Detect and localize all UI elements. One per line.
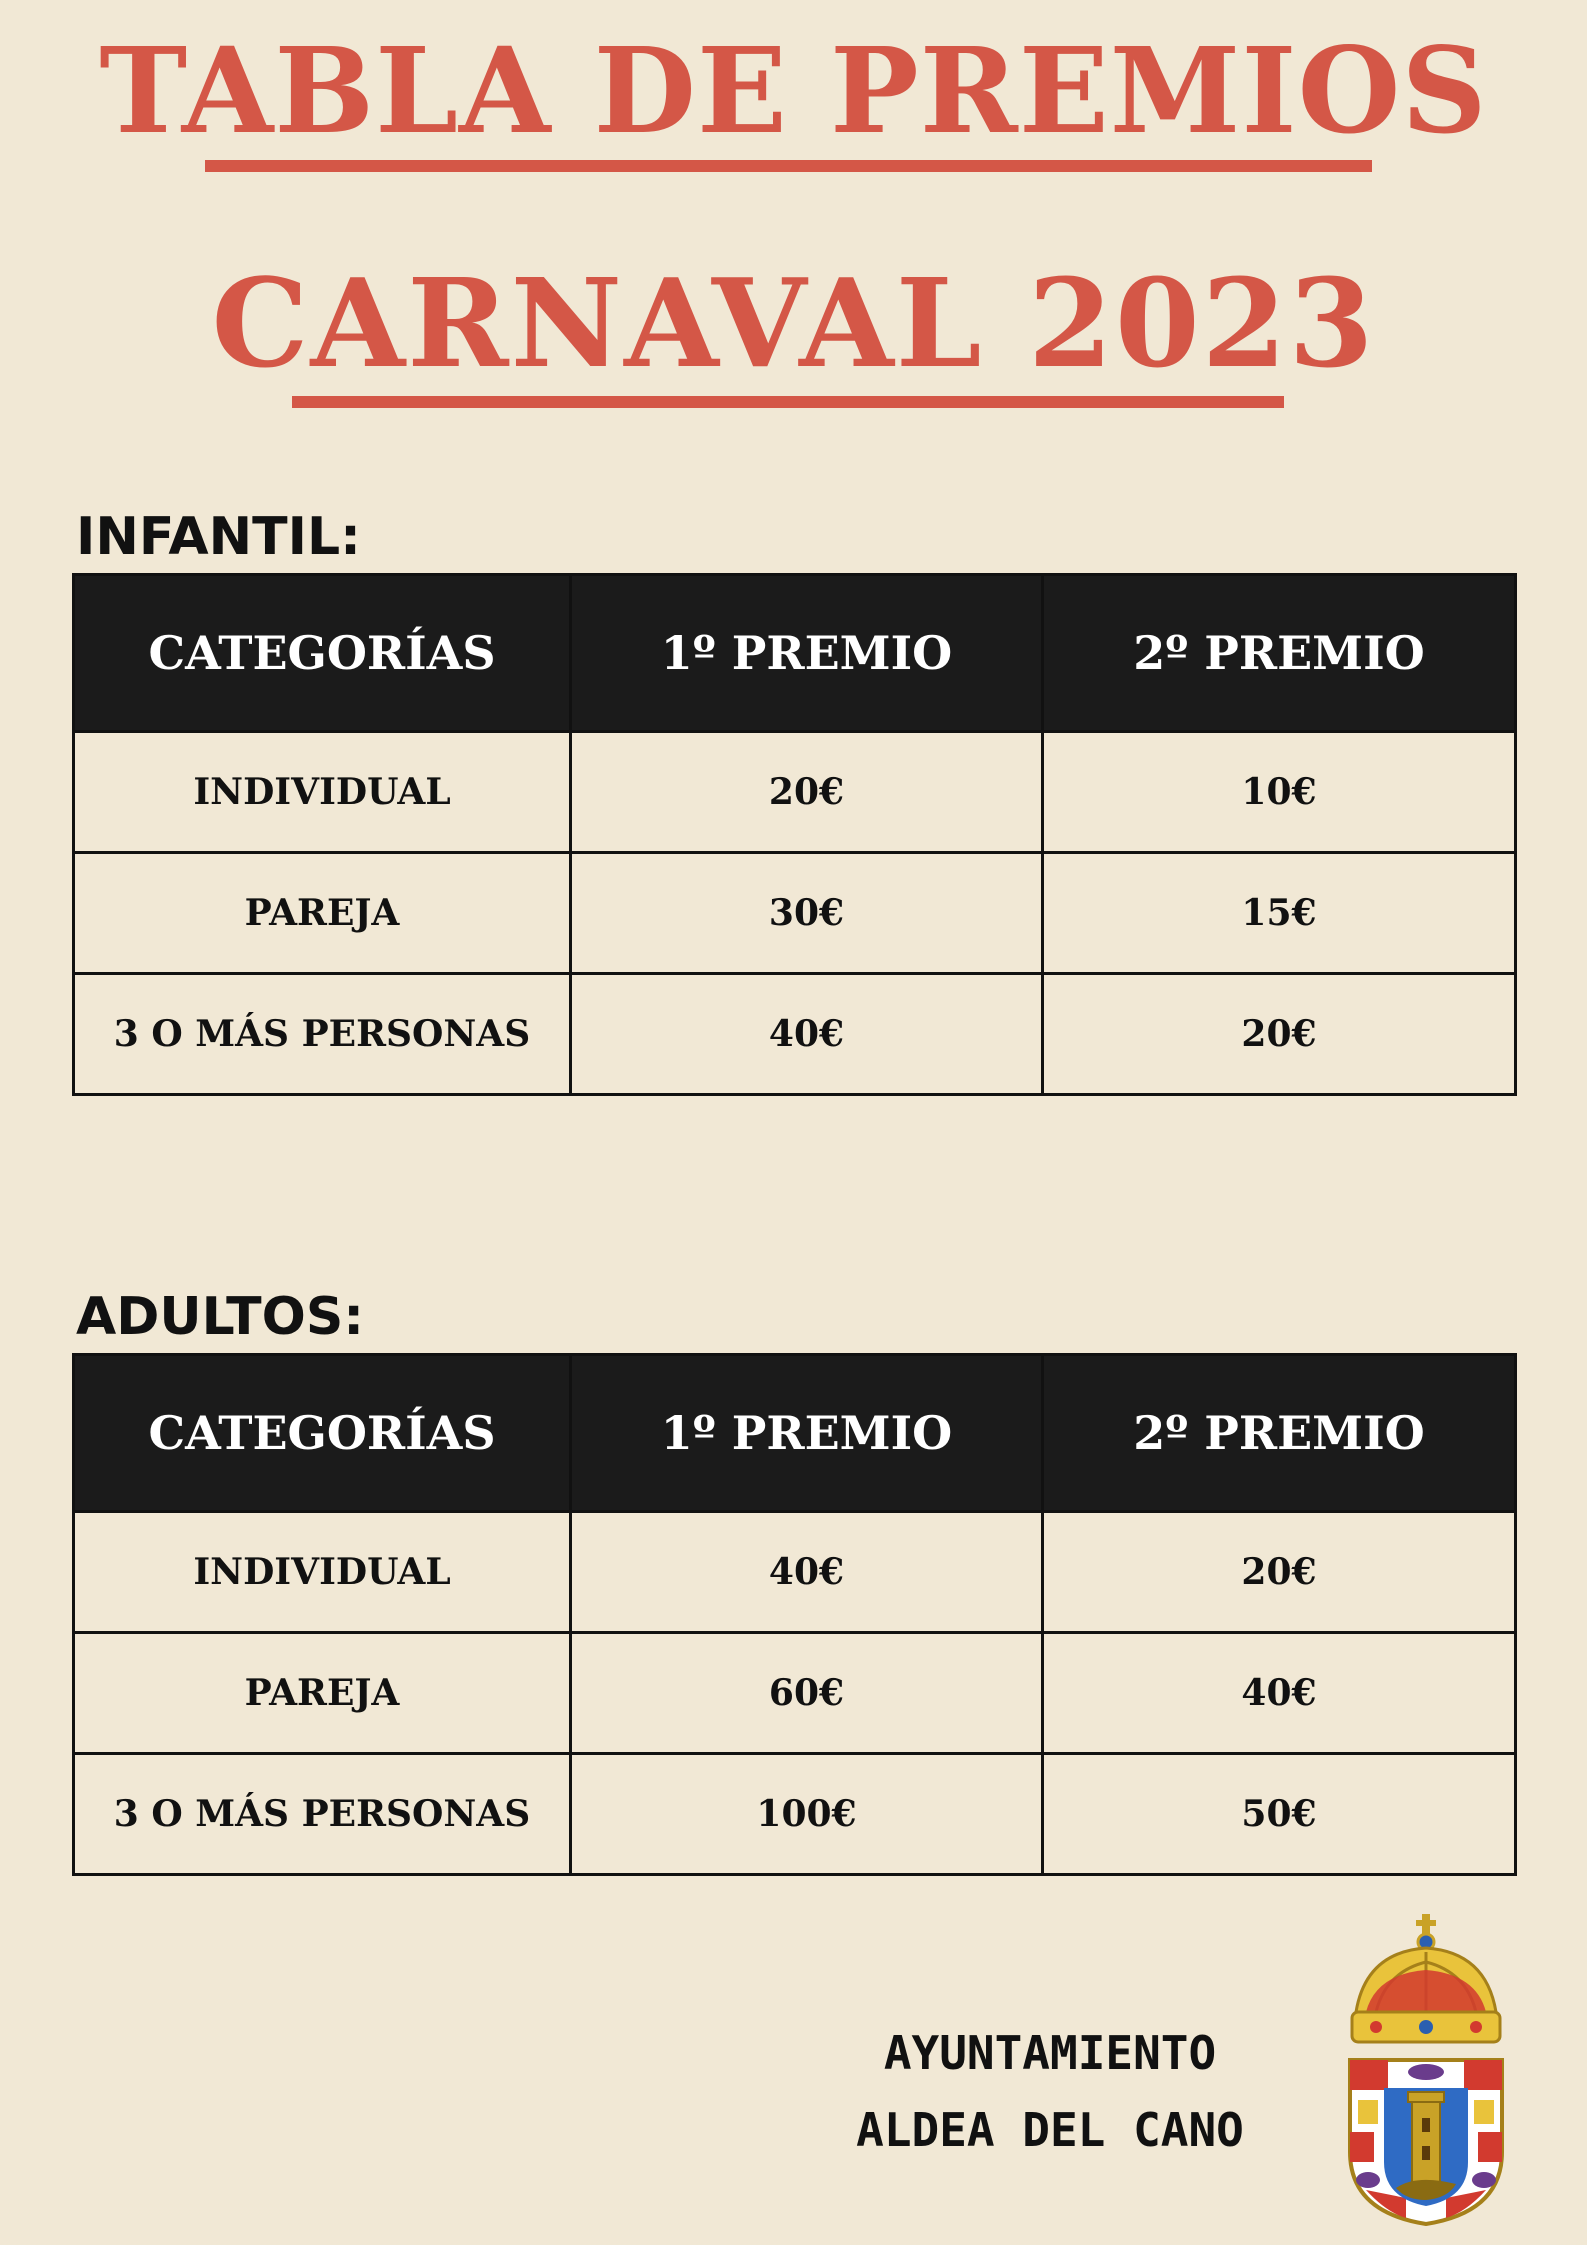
column-header-categorias: CATEGORÍAS (74, 1355, 571, 1512)
first-prize-cell: 100€ (571, 1754, 1043, 1875)
section-label-adultos: ADULTOS: (76, 1287, 365, 1347)
second-prize-cell: 15€ (1043, 853, 1516, 974)
category-cell: PAREJA (74, 1633, 571, 1754)
section-label-infantil: INFANTIL: (76, 507, 361, 567)
second-prize-cell: 10€ (1043, 732, 1516, 853)
first-prize-cell: 60€ (571, 1633, 1043, 1754)
prize-table-infantil (72, 573, 1517, 1096)
footer-organization-line2: ALDEA DEL CANO (856, 2103, 1244, 2157)
category-cell: 3 O MÁS PERSONAS (74, 974, 571, 1095)
first-prize-cell: 40€ (571, 974, 1043, 1095)
table-row (74, 853, 1516, 974)
table-header-row (74, 575, 1516, 732)
page-subtitle: CARNAVAL 2023 (211, 251, 1376, 395)
table-header-row (74, 1355, 1516, 1512)
first-prize-cell: 20€ (571, 732, 1043, 853)
title-underline (205, 160, 1372, 172)
table-row (74, 732, 1516, 853)
second-prize-cell: 50€ (1043, 1754, 1516, 1875)
category-cell: PAREJA (74, 853, 571, 974)
table-row (74, 1633, 1516, 1754)
table-row (74, 974, 1516, 1095)
second-prize-cell: 20€ (1043, 1512, 1516, 1633)
column-header-segundo-premio: 2º PREMIO (1043, 575, 1516, 732)
column-header-categorias: CATEGORÍAS (74, 575, 571, 732)
second-prize-cell: 40€ (1043, 1633, 1516, 1754)
second-prize-cell: 20€ (1043, 974, 1516, 1095)
table-row (74, 1512, 1516, 1633)
subtitle-underline (292, 396, 1284, 408)
footer-organization-line1: AYUNTAMIENTO (883, 2026, 1217, 2080)
column-header-primer-premio: 1º PREMIO (571, 1355, 1043, 1512)
category-cell: 3 O MÁS PERSONAS (74, 1754, 571, 1875)
column-header-segundo-premio: 2º PREMIO (1043, 1355, 1516, 1512)
category-cell: INDIVIDUAL (74, 732, 571, 853)
table-row (74, 1754, 1516, 1875)
first-prize-cell: 40€ (571, 1512, 1043, 1633)
column-header-primer-premio: 1º PREMIO (571, 575, 1043, 732)
coat-of-arms-icon (1336, 1912, 1516, 2228)
first-prize-cell: 30€ (571, 853, 1043, 974)
category-cell: INDIVIDUAL (74, 1512, 571, 1633)
prize-table-adultos (72, 1353, 1517, 1876)
page-title: TABLA DE PREMIOS (99, 21, 1488, 160)
